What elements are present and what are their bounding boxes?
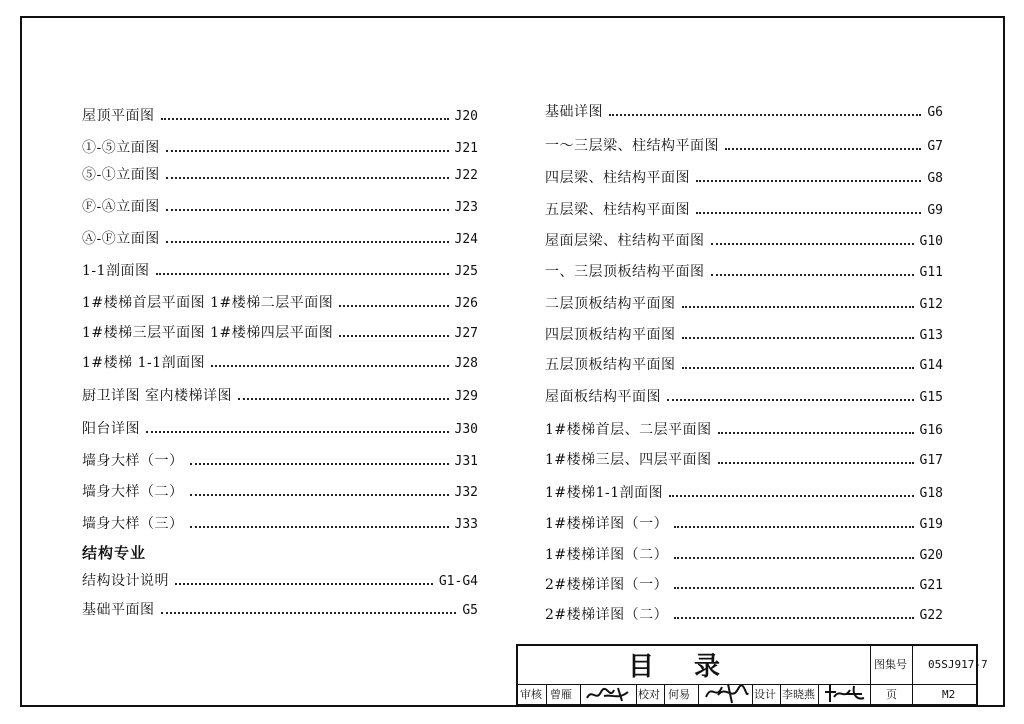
contents-right-column (545, 102, 943, 632)
design-signature (822, 682, 868, 704)
entry-code: G10 (919, 234, 943, 249)
leader-dots (682, 296, 914, 308)
entry-code: J32 (454, 485, 478, 500)
leader-dots (211, 355, 448, 367)
toc-entry (82, 261, 478, 281)
entry-title: 1#楼梯三层平面图 1#楼梯四层平面图 (82, 325, 334, 341)
toc-entry (545, 294, 943, 314)
entry-code: G1-G4 (438, 574, 478, 589)
toc-entry (545, 231, 943, 251)
title-block-divider (780, 684, 781, 704)
entry-title: 一、三层顶板结构平面图 (545, 264, 705, 280)
toc-entry (82, 514, 478, 534)
title-block-divider (636, 684, 637, 704)
toc-entry (545, 102, 943, 122)
page-label: 页 (886, 688, 897, 701)
drawing-title: 目录 (627, 652, 760, 682)
entry-title: 四层顶板结构平面图 (545, 327, 676, 343)
leader-dots (166, 231, 449, 243)
entry-title: ①-⑤立面图 (82, 140, 160, 156)
toc-entry (82, 293, 478, 313)
entry-title: Ⓕ-Ⓐ立面图 (82, 199, 160, 215)
entry-title: 阳台详图 (82, 421, 140, 437)
entry-title: 厨卫详图 室内楼梯详图 (82, 388, 232, 404)
leader-dots (674, 516, 913, 528)
entry-title: 2#楼梯详图（二） (545, 607, 669, 623)
entry-title: 五层梁、柱结构平面图 (545, 202, 690, 218)
entry-title: 2#楼梯详图（一） (545, 577, 669, 593)
entry-code: G7 (927, 139, 943, 154)
leader-dots (718, 452, 914, 464)
entry-code: J24 (454, 232, 478, 247)
check-signature (702, 681, 750, 705)
section-heading-structure: 结构专业 (82, 544, 147, 562)
toc-entry (82, 482, 478, 502)
leader-dots (609, 104, 921, 116)
leader-dots (166, 167, 449, 179)
title-block-divider (546, 684, 547, 704)
title-block-divider (818, 684, 819, 704)
entry-code: G19 (919, 517, 943, 532)
leader-dots (696, 202, 921, 214)
leader-dots (669, 485, 913, 497)
toc-entry (545, 136, 943, 156)
entry-title: 五层顶板结构平面图 (545, 357, 676, 373)
toc-entry (82, 600, 478, 620)
entry-code: J33 (454, 517, 478, 532)
title-block (516, 644, 988, 706)
toc-entry (545, 262, 943, 282)
title-block-divider (698, 684, 699, 704)
entry-code: J21 (454, 141, 478, 156)
entry-title: 1#楼梯首层、二层平面图 (545, 422, 712, 438)
entry-title: 基础平面图 (82, 602, 155, 618)
entry-code: G11 (919, 265, 943, 280)
leader-dots (166, 140, 449, 152)
toc-entry (545, 200, 943, 220)
leader-dots (161, 602, 457, 614)
entry-title: 屋面板结构平面图 (545, 389, 661, 405)
title-block-divider (664, 684, 665, 704)
page-number: M2 (942, 688, 956, 701)
review-name: 曾雁 (550, 688, 572, 701)
check-name: 何易 (668, 688, 690, 701)
leader-dots (682, 357, 914, 369)
leader-dots (667, 389, 914, 401)
toc-entry (545, 545, 943, 565)
entry-code: J25 (454, 264, 478, 279)
entry-code: G12 (919, 297, 943, 312)
title-block-divider (912, 646, 913, 704)
entry-code: J31 (454, 454, 478, 469)
entry-code: G16 (919, 423, 943, 438)
atlas-label: 图集号 (874, 658, 907, 671)
entry-code: G18 (919, 486, 943, 501)
leader-dots (190, 516, 449, 528)
entry-code: G22 (919, 608, 943, 623)
entry-code: G21 (919, 578, 943, 593)
toc-entry (545, 387, 943, 407)
title-block-divider (752, 684, 753, 704)
entry-title: 一～三层梁、柱结构平面图 (545, 138, 719, 154)
toc-entry (82, 138, 478, 158)
leader-dots (238, 388, 449, 400)
leader-dots (156, 263, 449, 275)
leader-dots (674, 547, 913, 559)
review-signature (584, 684, 634, 704)
leader-dots (711, 233, 914, 245)
toc-entry (82, 419, 478, 439)
entry-title: Ⓐ-Ⓕ立面图 (82, 231, 160, 247)
entry-title: 1#楼梯1-1剖面图 (545, 485, 664, 501)
entry-code: G13 (919, 328, 943, 343)
toc-entry (545, 168, 943, 188)
design-name: 李晓燕 (782, 688, 815, 701)
review-label: 审核 (520, 688, 542, 701)
entry-code: J28 (454, 356, 478, 371)
entry-code: G9 (927, 203, 943, 218)
leader-dots (166, 199, 449, 211)
entry-code: G20 (919, 548, 943, 563)
entry-title: 墙身大样（三） (82, 516, 184, 532)
toc-entry (82, 571, 478, 591)
leader-dots (146, 421, 449, 433)
toc-entry (545, 450, 943, 470)
leader-dots (718, 422, 914, 434)
leader-dots (339, 295, 448, 307)
entry-code: J27 (454, 326, 478, 341)
leader-dots (711, 264, 914, 276)
check-label: 校对 (638, 688, 660, 701)
entry-title: 1#楼梯详图（一） (545, 516, 669, 532)
entry-title: 1#楼梯三层、四层平面图 (545, 452, 712, 468)
entry-title: 基础详图 (545, 104, 603, 120)
toc-entry (82, 229, 478, 249)
toc-entry (545, 514, 943, 534)
entry-title: 二层顶板结构平面图 (545, 296, 676, 312)
leader-dots (175, 573, 433, 585)
leader-dots (674, 607, 913, 619)
entry-code: G5 (462, 603, 478, 618)
toc-entry (545, 605, 943, 625)
entry-code: J30 (454, 422, 478, 437)
leader-dots (190, 453, 449, 465)
toc-entry (545, 575, 943, 595)
toc-entry (82, 451, 478, 471)
entry-title: 1-1剖面图 (82, 263, 150, 279)
entry-code: J26 (454, 296, 478, 311)
entry-title: ⑤-①立面图 (82, 167, 160, 183)
entry-code: G14 (919, 358, 943, 373)
entry-code: G8 (927, 171, 943, 186)
toc-entry (82, 353, 478, 373)
leader-dots (339, 325, 448, 337)
title-block-divider (870, 646, 871, 704)
toc-entry (545, 483, 943, 503)
leader-dots (682, 327, 914, 339)
leader-dots (190, 484, 449, 496)
entry-title: 四层梁、柱结构平面图 (545, 170, 690, 186)
atlas-number: 05SJ917-7 (928, 658, 988, 671)
entry-title: 墙身大样（一） (82, 453, 184, 469)
entry-code: G15 (919, 390, 943, 405)
entry-code: G6 (927, 105, 943, 120)
entry-code: G17 (919, 453, 943, 468)
entry-code: J20 (454, 109, 478, 124)
toc-entry (82, 165, 478, 185)
entry-title: 结构设计说明 (82, 573, 169, 589)
leader-dots (696, 170, 921, 182)
toc-entry (82, 197, 478, 217)
leader-dots (674, 577, 913, 589)
contents-left-column (82, 106, 478, 626)
leader-dots (161, 108, 449, 120)
toc-entry (545, 325, 943, 345)
title-block-divider (580, 684, 581, 704)
entry-title: 墙身大样（二） (82, 484, 184, 500)
toc-entry (545, 420, 943, 440)
entry-title: 1#楼梯首层平面图 1#楼梯二层平面图 (82, 295, 334, 311)
toc-entry (82, 106, 478, 126)
toc-entry (82, 323, 478, 343)
entry-code: J29 (454, 389, 478, 404)
entry-title: 屋顶平面图 (82, 108, 155, 124)
entry-title: 1#楼梯详图（二） (545, 547, 669, 563)
toc-entry (82, 386, 478, 406)
entry-code: J23 (454, 200, 478, 215)
design-label: 设计 (754, 688, 776, 701)
toc-entry (545, 355, 943, 375)
entry-title: 屋面层梁、柱结构平面图 (545, 233, 705, 249)
entry-title: 1#楼梯 1-1剖面图 (82, 355, 206, 371)
leader-dots (725, 138, 921, 150)
entry-code: J22 (454, 168, 478, 183)
